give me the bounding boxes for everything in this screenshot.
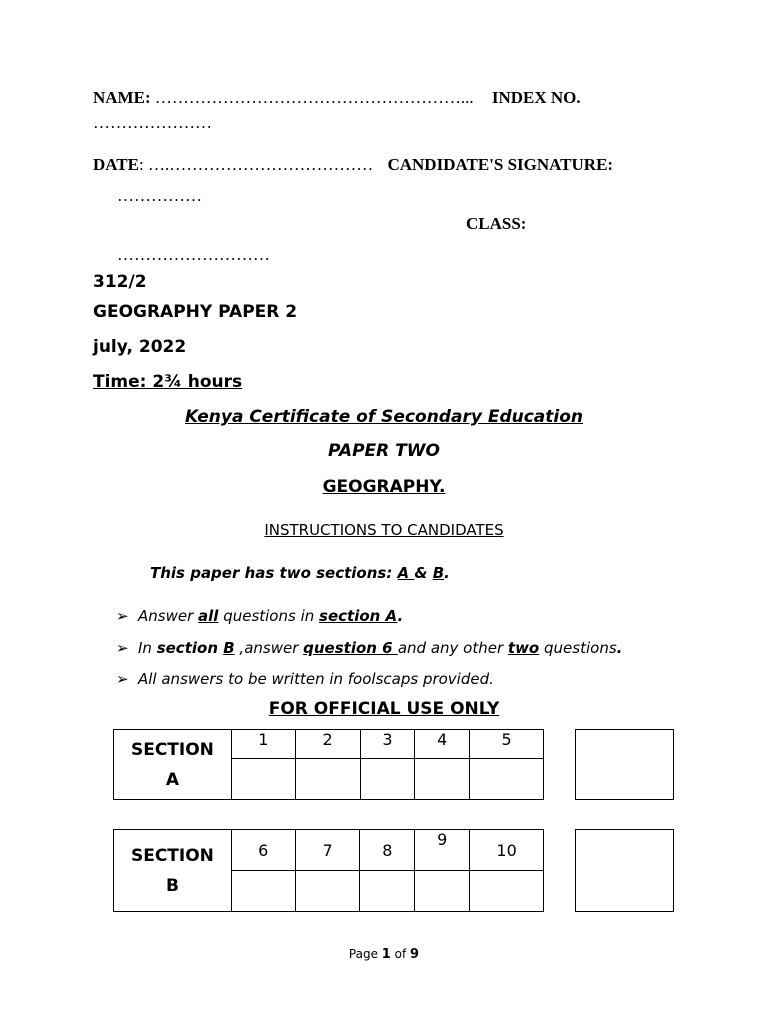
section-b-total-box[interactable] (575, 829, 674, 912)
signature-dots: …………… (117, 186, 202, 205)
signature-label: CANDIDATE'S SIGNATURE: (387, 155, 614, 174)
intro-amp: & (414, 564, 433, 582)
question-header: 4 (415, 730, 470, 759)
question-header: 8 (360, 830, 415, 871)
class-label: CLASS: (466, 214, 527, 233)
subject-heading: GEOGRAPHY. (322, 477, 446, 497)
b2-two: two (507, 639, 540, 657)
score-cell[interactable] (360, 871, 415, 912)
section-b-score-table (113, 829, 544, 912)
b1-all: all (198, 607, 219, 625)
score-cell[interactable] (295, 759, 360, 800)
question-header: 7 (295, 830, 360, 871)
score-cell[interactable] (231, 871, 295, 912)
intro-section-a: A (397, 564, 415, 582)
question-header: 1 (231, 730, 295, 759)
b2-end-text: questions (539, 639, 617, 657)
date-label: DATE (93, 155, 139, 174)
page-number: 1 (381, 947, 391, 962)
instructions-title: INSTRUCTIONS TO CANDIDATES (264, 521, 504, 539)
official-use-title: FOR OFFICIAL USE ONLY (268, 699, 500, 719)
b1-text: Answer (138, 607, 199, 625)
b2-text: In (138, 639, 157, 657)
question-header: 10 (470, 830, 544, 871)
score-cell[interactable] (295, 871, 360, 912)
section-word: SECTION (130, 845, 214, 866)
intro-section-b: B (432, 564, 445, 582)
section-b-label (114, 830, 232, 912)
question-header: 6 (231, 830, 295, 871)
class-dots: ……………………… (117, 245, 270, 264)
question-header: 3 (360, 730, 415, 759)
b2-mid: ,answer (234, 639, 304, 657)
paper-time: Time: 2¾ hours (93, 372, 243, 392)
question-header: 2 (295, 730, 360, 759)
section-word: SECTION (130, 739, 214, 760)
section-a-label (114, 730, 232, 800)
b2-mid2: and any other (397, 639, 508, 657)
instructions-intro (150, 564, 450, 582)
exam-heading: Kenya Certificate of Secondary Education (184, 407, 583, 427)
paper-title: GEOGRAPHY PAPER 2 (93, 302, 298, 322)
b1-section: section A (319, 607, 398, 625)
b2-section: section (156, 639, 224, 657)
paper-heading: PAPER TWO (328, 441, 440, 461)
section-letter: A (165, 769, 180, 790)
score-cell[interactable] (415, 759, 470, 800)
question-header: 9 (415, 830, 470, 871)
section-a-score-table (113, 729, 544, 800)
page-total: 9 (410, 947, 420, 962)
instruction-item-2 (116, 639, 622, 657)
instruction-item-1 (116, 607, 403, 625)
date-line (93, 155, 613, 175)
b2-question: question 6 (303, 639, 398, 657)
intro-end: . (444, 564, 450, 582)
name-dots: ………………………………………………... (150, 88, 474, 107)
intro-text: This paper has two sections: (150, 564, 398, 582)
paper-date: july, 2022 (93, 337, 187, 357)
b2-dot: . (616, 639, 623, 657)
index-label: INDEX NO. (491, 88, 581, 107)
name-label: NAME: (93, 88, 151, 107)
bullet-arrow-icon: ➢ (116, 639, 129, 657)
b1-end: . (397, 607, 404, 625)
bullet-arrow-icon: ➢ (116, 607, 129, 625)
question-header: 5 (470, 730, 544, 759)
page-word: Page (348, 947, 382, 961)
score-cell[interactable] (231, 759, 295, 800)
b3-text: All answers to be written in foolscaps provided. (138, 670, 494, 688)
paper-code: 312/2 (93, 272, 147, 292)
date-dots: : ….……………………………… (138, 155, 374, 174)
name-line (93, 88, 581, 108)
instruction-item-3 (116, 670, 494, 688)
score-cell[interactable] (470, 871, 544, 912)
section-a-total-box[interactable] (575, 729, 674, 800)
score-cell[interactable] (470, 759, 544, 800)
section-letter: B (165, 875, 179, 896)
b1-mid: questions in (218, 607, 320, 625)
b2-b: B (223, 639, 235, 657)
score-cell[interactable] (360, 759, 415, 800)
page-footer (0, 947, 768, 962)
bullet-arrow-icon: ➢ (116, 670, 129, 688)
of-word: of (390, 947, 411, 961)
index-dots: ………………… (93, 113, 212, 132)
score-cell[interactable] (415, 871, 470, 912)
